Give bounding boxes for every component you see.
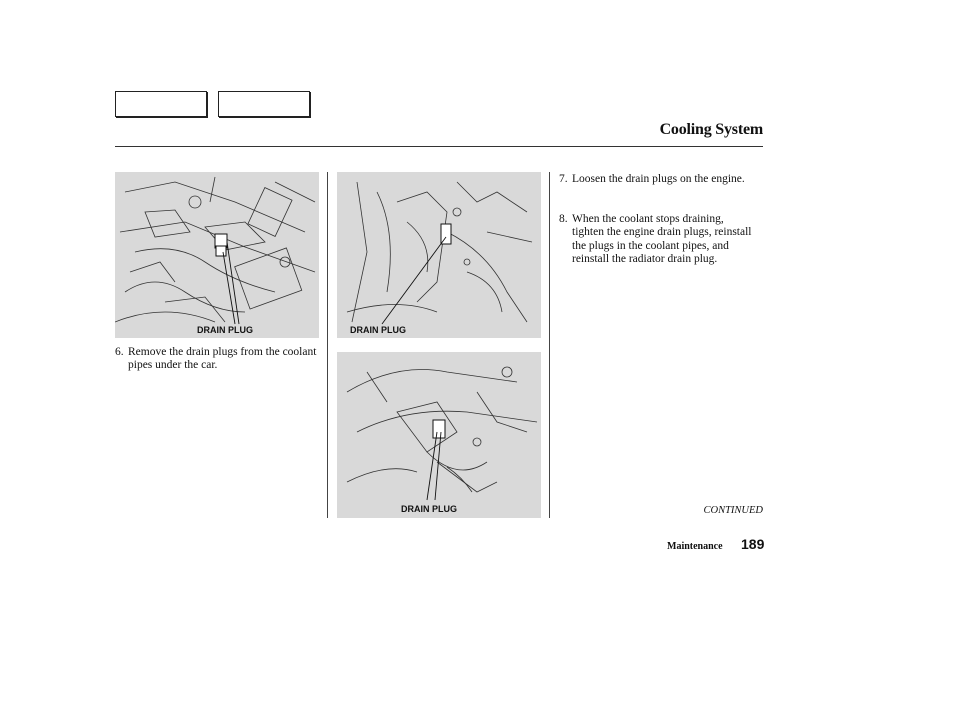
header-rule bbox=[115, 146, 763, 147]
drain-plug-illustration-3 bbox=[337, 352, 541, 518]
step-text: When the coolant stops draining, tighten the engine drain plugs, reinstall the plugs in the coolant pipes, and reinstall the radiator drain plug. bbox=[572, 213, 752, 265]
footer-section-name: Maintenance bbox=[667, 541, 723, 552]
page-title: Cooling System bbox=[659, 121, 763, 138]
step-number: 6. bbox=[115, 346, 124, 358]
step-number: 8. bbox=[559, 213, 568, 225]
column-divider-1 bbox=[327, 172, 328, 518]
step-text: Loosen the drain plugs on the engine. bbox=[572, 173, 745, 185]
engine-rear-drawing bbox=[337, 352, 541, 518]
step-8 bbox=[559, 213, 757, 266]
drain-plug-label-3: DRAIN PLUG bbox=[401, 504, 457, 514]
page-number: 189 bbox=[741, 536, 765, 552]
nav-button-1[interactable] bbox=[115, 91, 207, 117]
engine-side-drawing bbox=[337, 172, 541, 338]
nav-button-2[interactable] bbox=[218, 91, 310, 117]
step-7 bbox=[559, 173, 754, 186]
drain-plug-illustration-1 bbox=[115, 172, 319, 338]
continued-note: CONTINUED bbox=[703, 505, 763, 516]
engine-underside-drawing-1 bbox=[115, 172, 319, 338]
drain-plug-label-1: DRAIN PLUG bbox=[197, 325, 253, 335]
step-text: Remove the drain plugs from the coolant pipes under the car. bbox=[128, 346, 317, 372]
drain-plug-illustration-2 bbox=[337, 172, 541, 338]
column-divider-2 bbox=[549, 172, 550, 518]
step-number: 7. bbox=[559, 173, 568, 185]
drain-plug-label-2: DRAIN PLUG bbox=[350, 325, 406, 335]
step-6 bbox=[115, 346, 321, 373]
